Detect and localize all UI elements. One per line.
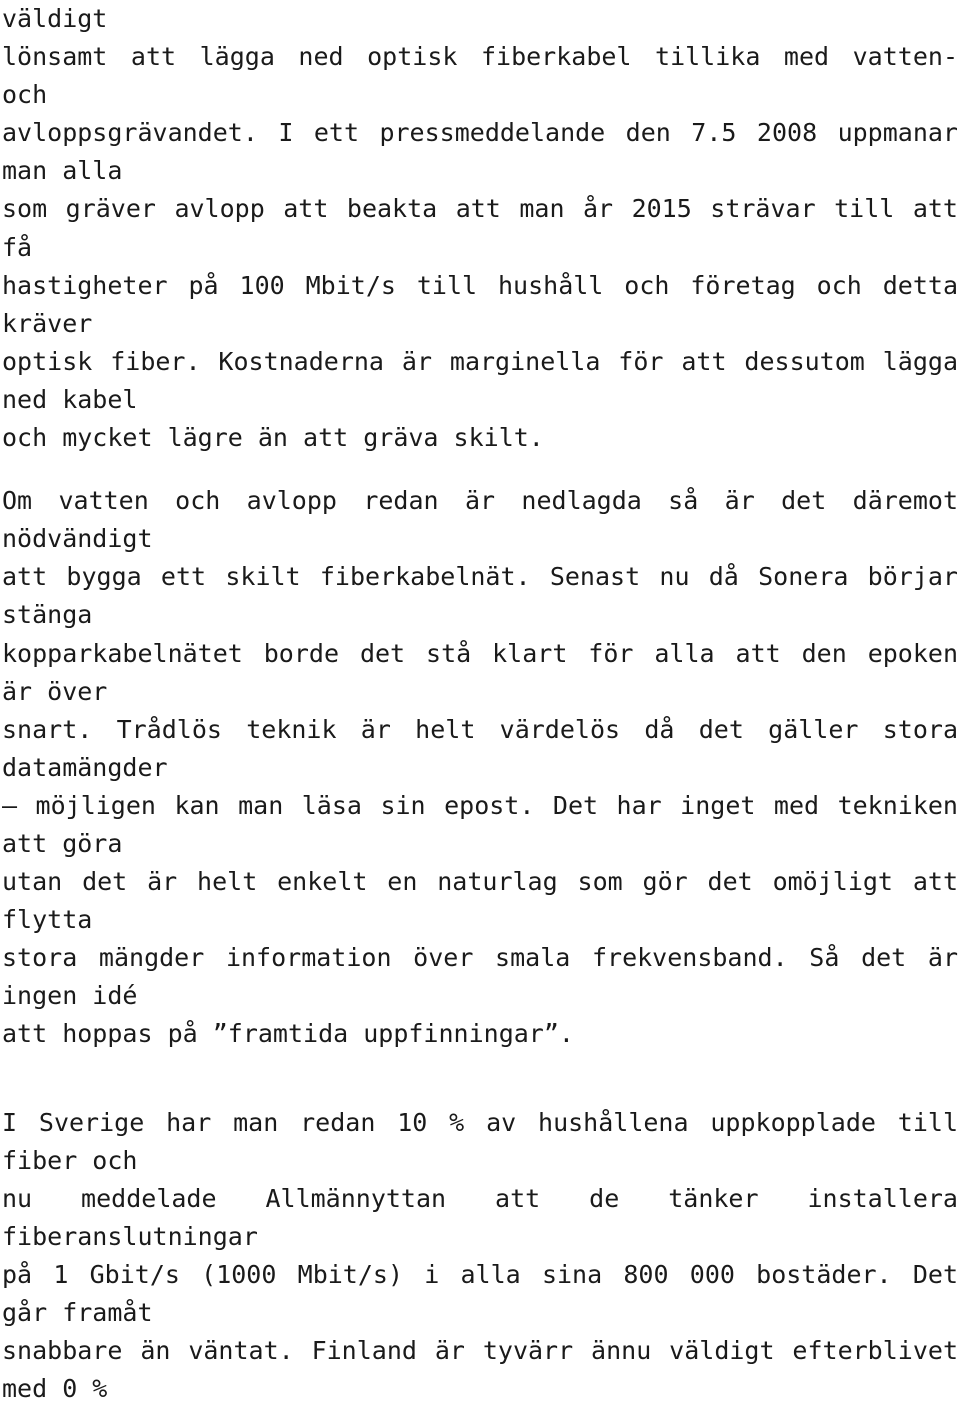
text-line: är över — [2, 676, 108, 706]
text-line: stora mängder information över smala frekvensband. Så det är — [2, 943, 958, 973]
text-line: att göra — [2, 828, 123, 858]
text-line: fiber och — [2, 1145, 138, 1175]
text-line: som gräver avlopp att beakta att man år 2015 strävar till att — [2, 194, 958, 224]
text-line: stänga — [2, 600, 93, 630]
text-line: utan det är helt enkelt en naturlag som gör det omöjligt att — [2, 867, 958, 897]
text-line: snabbare än väntat. Finland är tyvärr ännu väldigt efterblivet — [2, 1336, 958, 1366]
paragraph-2 — [2, 482, 958, 1053]
text-line: och mycket lägre än att gräva skilt. — [2, 423, 544, 453]
text-line: lönsamt att lägga ned optisk fiberkabel tillika med vatten- — [2, 42, 958, 72]
text-line: nödvändigt — [2, 524, 153, 554]
text-line: kopparkabelnätet borde det stå klart för alla att den epoken — [2, 638, 958, 668]
text-line: få — [2, 232, 33, 262]
paragraph-3 — [2, 1104, 958, 1408]
text-line: avloppsgrävandet. I ett pressmeddelande den 7.5 2008 uppmanar — [2, 118, 958, 148]
text-line: flytta — [2, 905, 93, 935]
text-line: med 0 % — [2, 1374, 108, 1404]
paragraph-spacer — [2, 457, 958, 482]
text-line: fiberanslutningar — [2, 1221, 258, 1251]
text-line: I Sverige har man redan 10 % av hushållena uppkopplade till — [2, 1107, 958, 1137]
text-line: att bygga ett skilt fiberkabelnät. Senast nu då Sonera börjar — [2, 562, 958, 592]
paragraph-spacer — [2, 1054, 958, 1104]
text-line: – möjligen kan man läsa sin epost. Det har inget med tekniken — [2, 790, 958, 820]
text-line: att hoppas på ”framtida uppfinningar”. — [2, 1019, 574, 1049]
text-line: ned kabel — [2, 384, 138, 414]
text-line: går framåt — [2, 1298, 153, 1327]
text-line: optisk fiber. Kostnaderna är marginella för att dessutom lägga — [2, 346, 958, 376]
text-line: hastigheter på 100 Mbit/s till hushåll och företag och detta — [2, 270, 958, 300]
text-line: kräver — [2, 308, 93, 338]
text-line: på 1 Gbit/s (1000 Mbit/s) i alla sina 800 000 bostäder. Det — [2, 1259, 958, 1289]
text-line: ingen idé — [2, 981, 138, 1011]
text-line: snart. Trådlös teknik är helt värdelös då det gäller stora — [2, 714, 958, 744]
text-line: väldigt — [2, 4, 108, 33]
paragraph-1 — [2, 0, 958, 457]
text-line: och — [2, 80, 48, 110]
document-body — [2, 0, 958, 1408]
text-line: nu meddelade Allmännyttan att de tänker installera — [2, 1183, 958, 1213]
text-line: datamängder — [2, 752, 168, 782]
text-line: man alla — [2, 156, 123, 186]
text-line: Om vatten och avlopp redan är nedlagda så är det däremot — [2, 486, 958, 516]
